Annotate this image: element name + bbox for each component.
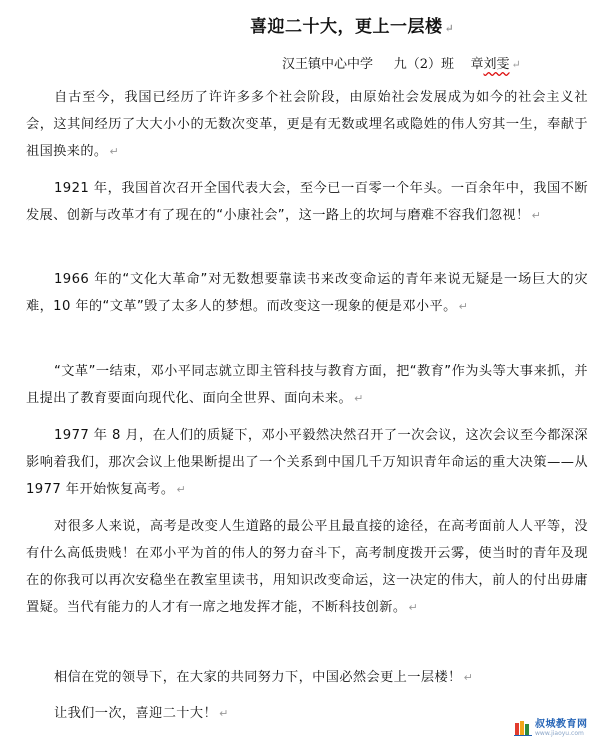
paragraph-text: 1966 年的“文化大革命”对无数想要靠读书来改变命运的青年来说无疑是一场巨大的灾难，10 年的“文革”毁了太多人的梦想。而改变这一现象的便是邓小平。	[26, 272, 588, 314]
paragraph-text: 1921 年，我国首次召开全国代表大会，至今已一百零一个年头。一百余年中，我国不断发展、创新与改革才有了现在的“小康社会”，这一路上的坎坷与磨难不容我们忽视！	[26, 181, 588, 223]
document-title	[250, 12, 580, 37]
author-line	[282, 53, 592, 72]
author-class: 九（2）班	[393, 57, 454, 72]
author-name-first: 章	[470, 57, 484, 72]
paragraph-text: “文革”一结束，邓小平同志就立即主管科技与教育方面，把“教育”作为头等大事来抓，并且提出了教育要面向现代化、面向全世界、面向未来。	[26, 364, 588, 406]
paragraph-2	[26, 175, 588, 229]
paragraph-mark-icon: ↵	[219, 707, 229, 720]
paragraph-mark-icon: ↵	[458, 300, 469, 313]
book-logo-icon	[514, 720, 532, 736]
paragraph-text: 自古至今，我国已经历了许许多多个社会阶段，由原始社会发展成为如今的社会主义社会，这其间经历了大大小小的无数次变革，更是有无数或埋名或隐姓的伟人穷其一生，奉献于祖国换来的。	[26, 90, 588, 159]
paragraph-mark-icon: ↵	[444, 22, 455, 35]
paragraph-text: 对很多人来说，高考是改变人生道路的最公平且最直接的途径，在高考面前人人平等，没有什么高低贵贱！在邓小平为首的伟人的努力奋斗下，高考制度拨开云雾，使当时的青年及现在的你我可以再次安稳坐在教室里读书，用知识改变命运，这一决定的伟大，前人的付出毋庸置疑。当代有能力的人才有一席之地发挥才能，不断科技创新。	[26, 519, 588, 615]
paragraph-mark-icon: ↵	[109, 145, 120, 158]
paragraph-mark-icon: ↵	[463, 671, 474, 684]
title-text: 喜迎二十大，更上一层楼	[250, 17, 443, 37]
paragraph-mark-icon: ↵	[511, 58, 521, 71]
paragraph-mark-icon: ↵	[176, 483, 187, 496]
author-school: 汉王镇中心中学	[282, 57, 374, 72]
paragraph-1	[26, 84, 588, 165]
paragraph-5	[26, 422, 588, 503]
paragraph-text: 1977 年 8 月，在人们的质疑下，邓小平毅然决然召开了一次会议，这次会议至今都深深影响着我们，那次会议上他果断提出了一个关系到中国几千万知识青年命运的重大决策——从 1977 年开始恢复高考。	[26, 428, 588, 497]
watermark-sub: www.jiaoyu.com	[535, 729, 584, 737]
paragraph-mark-icon: ↵	[408, 601, 419, 614]
paragraph-mark-icon: ↵	[354, 392, 364, 405]
paragraph-text: 相信在党的领导下，在大家的共同努力下，中国必然会更上一层楼！	[54, 670, 462, 685]
paragraph-4	[26, 358, 588, 412]
paragraph-7	[26, 664, 588, 691]
paragraph-text: 让我们一次，喜迎二十大！	[54, 706, 218, 721]
paragraph-mark-icon: ↵	[531, 209, 542, 222]
watermark-text: 叔城教育网	[535, 718, 588, 730]
author-name-rest: 刘雯	[483, 57, 510, 72]
paragraph-8	[26, 700, 588, 727]
paragraph-3	[26, 266, 588, 320]
paragraph-6	[26, 513, 588, 621]
watermark	[514, 717, 594, 739]
